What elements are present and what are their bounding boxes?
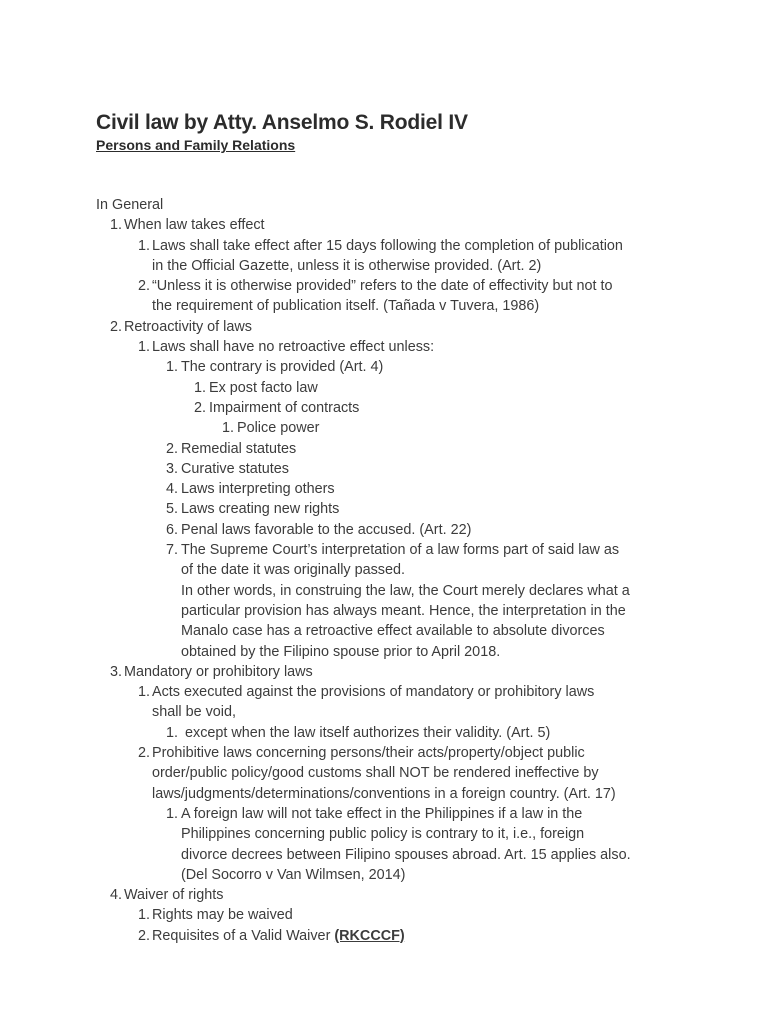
- list-item-continuation: [96, 296, 696, 316]
- section-heading: [96, 195, 696, 215]
- list-item-text: in the Official Gazette, unless it is otherwise provided. (Art. 2): [152, 257, 542, 274]
- list-number: 3.: [109, 663, 122, 680]
- list-item: [96, 337, 696, 357]
- list-item-continuation: [96, 865, 696, 885]
- list-number: 2.: [137, 745, 150, 762]
- list-item-text: Manalo case has a retroactive effect available to absolute divorces: [181, 623, 605, 640]
- list-item-text: Police power: [237, 420, 320, 437]
- list-item: [96, 905, 696, 925]
- list-number: 4.: [109, 887, 122, 904]
- list-number: 2.: [137, 278, 150, 295]
- list-item: [96, 723, 696, 743]
- list-item-continuation: [96, 784, 696, 804]
- document-title: Civil law by Atty. Anselmo S. Rodiel IV: [96, 111, 468, 134]
- list-item-text: Philippines concerning public policy is contrary to it, i.e., foreign: [181, 826, 585, 843]
- list-item: [96, 459, 696, 479]
- list-item: [96, 398, 696, 418]
- list-number: 1.: [193, 379, 206, 396]
- list-item-text: order/public policy/good customs shall NOT be rendered ineffective by: [152, 765, 599, 782]
- list-item: [96, 439, 696, 459]
- list-item-continuation: [96, 256, 696, 276]
- list-item-continuation: [96, 560, 696, 580]
- list-item: [96, 479, 696, 499]
- list-item-text: In other words, in construing the law, the Court merely declares what a: [181, 582, 630, 599]
- list-item: [96, 743, 696, 763]
- list-item-text: Rights may be waived: [152, 907, 293, 924]
- list-number: 1.: [137, 339, 150, 356]
- list-item: [96, 520, 696, 540]
- list-number: 2.: [193, 399, 206, 416]
- list-number: 4.: [165, 481, 178, 498]
- list-item-text: Mandatory or prohibitory laws: [124, 663, 313, 680]
- list-item: [96, 682, 696, 702]
- list-number: 7.: [165, 542, 178, 559]
- list-item: [96, 418, 696, 438]
- list-item-text: (Del Socorro v Van Wilmsen, 2014): [181, 866, 406, 883]
- list-item-text: obtained by the Filipino spouse prior to April 2018.: [181, 643, 501, 660]
- list-item-text: laws/judgments/determinations/conventions in a foreign country. (Art. 17): [152, 785, 616, 802]
- list-item-text: The contrary is provided (Art. 4): [181, 359, 384, 376]
- list-number: 1.: [165, 359, 178, 376]
- document-header: [96, 110, 696, 154]
- list-item-continuation: [96, 763, 696, 783]
- list-item-text: A foreign law will not take effect in the Philippines if a law in the: [181, 805, 583, 822]
- list-item: [96, 540, 696, 560]
- list-item: [96, 236, 696, 256]
- list-item-continuation: [96, 824, 696, 844]
- list-item-text: Curative statutes: [181, 460, 289, 477]
- list-item-text: the requirement of publication itself. (Tañada v Tuvera, 1986): [152, 298, 540, 315]
- list-number: 1.: [165, 724, 178, 741]
- list-number: 2.: [137, 927, 150, 944]
- list-item: [96, 804, 696, 824]
- requisites-acronym: (RKCCCF): [334, 927, 405, 944]
- list-item: [96, 276, 696, 296]
- list-item-text: When law takes effect: [124, 217, 265, 234]
- list-item-continuation: [96, 845, 696, 865]
- list-item: [96, 499, 696, 519]
- list-number: 5.: [165, 501, 178, 518]
- list-item-continuation: [96, 702, 696, 722]
- list-item-text: The Supreme Court’s interpretation of a law forms part of said law as: [181, 542, 620, 559]
- list-item-text: Laws shall have no retroactive effect unless:: [152, 339, 435, 356]
- list-item: [96, 357, 696, 377]
- list-item-text: Retroactivity of laws: [124, 318, 252, 335]
- list-number: 3.: [165, 460, 178, 477]
- list-item: [96, 378, 696, 398]
- list-item-text: Waiver of rights: [124, 887, 224, 904]
- list-number: 1.: [137, 237, 150, 254]
- requisites-label: Requisites of a Valid Waiver: [152, 927, 335, 944]
- list-item-text: except when the law itself authorizes their validity. (Art. 5): [181, 724, 551, 741]
- list-item: [96, 215, 696, 235]
- list-item-text: Impairment of contracts: [209, 399, 360, 416]
- document-subtitle: Persons and Family Relations: [96, 137, 296, 153]
- list-item: [96, 885, 696, 905]
- list-item-text: Ex post facto law: [209, 379, 318, 396]
- list-number: 1.: [165, 805, 178, 822]
- list-item-continuation: [96, 601, 696, 621]
- list-item: [96, 926, 696, 946]
- list-number: 2.: [109, 318, 122, 335]
- list-number: 1.: [221, 420, 234, 437]
- list-number: 6.: [165, 521, 178, 538]
- list-item-continuation: [96, 621, 696, 641]
- list-number: 1.: [109, 217, 122, 234]
- list-item-text: “Unless it is otherwise provided” refers to the date of effectivity but not to: [152, 278, 613, 295]
- list-item-text: Prohibitive laws concerning persons/their acts/property/object public: [152, 745, 585, 762]
- list-item-text: Penal laws favorable to the accused. (Art. 22): [181, 521, 472, 538]
- list-item-text: divorce decrees between Filipino spouses abroad. Art. 15 applies also.: [181, 846, 631, 863]
- list-number: 2.: [165, 440, 178, 457]
- list-item-text: shall be void,: [152, 704, 236, 721]
- list-item-continuation: [96, 642, 696, 662]
- list-item-text: Laws creating new rights: [181, 501, 340, 518]
- list-item-text: Laws shall take effect after 15 days following the completion of publication: [152, 237, 623, 254]
- list-item-text: Laws interpreting others: [181, 481, 335, 498]
- list-number: 1.: [137, 684, 150, 701]
- list-item-text: Remedial statutes: [181, 440, 297, 457]
- list-item-text: of the date it was originally passed.: [181, 562, 405, 579]
- list-item-text: Acts executed against the provisions of mandatory or prohibitory laws: [152, 684, 595, 701]
- list-item-text: particular provision has always meant. Hence, the interpretation in the: [181, 602, 626, 619]
- list-item: [96, 662, 696, 682]
- list-item-text: [152, 926, 405, 946]
- list-number: 1.: [137, 907, 150, 924]
- section-label: In General: [96, 197, 164, 213]
- list-item-continuation: [96, 581, 696, 601]
- outline-body: [96, 195, 696, 946]
- list-item: [96, 317, 696, 337]
